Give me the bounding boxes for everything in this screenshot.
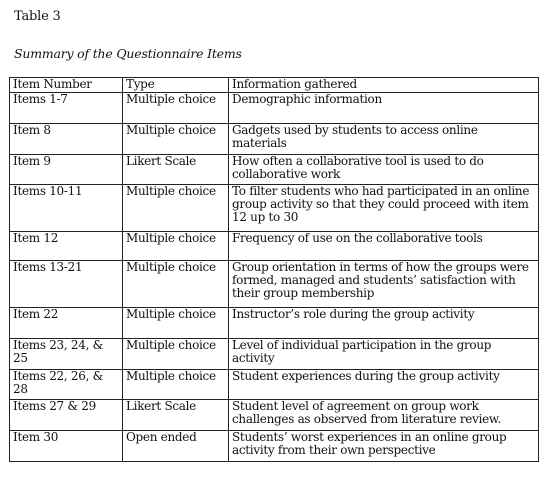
header-item-number: Item Number	[10, 78, 123, 93]
table-row	[10, 431, 539, 462]
item-number-cell: Item 9	[10, 155, 123, 185]
information-cell: Demographic information	[229, 93, 539, 124]
information-cell: Group orientation in terms of how the groups were formed, managed and students’ satisfaction with their group membership	[229, 261, 539, 308]
information-cell: Gadgets used by students to access online materials	[229, 124, 539, 155]
item-number-cell: Item 22	[10, 308, 123, 339]
item-number-cell: Item 8	[10, 124, 123, 155]
table-row	[10, 185, 539, 232]
type-cell: Open ended	[123, 431, 229, 462]
information-cell: Students’ worst experiences in an online group activity from their own perspective	[229, 431, 539, 462]
information-cell: Frequency of use on the collaborative tools	[229, 232, 539, 261]
table-row	[10, 400, 539, 431]
information-cell: Instructor’s role during the group activity	[229, 308, 539, 339]
type-cell: Multiple choice	[123, 370, 229, 400]
item-number-cell: Items 10-11	[10, 185, 123, 232]
item-number-cell: Items 13-21	[10, 261, 123, 308]
table-row	[10, 308, 539, 339]
item-number-cell: Items 1-7	[10, 93, 123, 124]
information-cell: Student experiences during the group activity	[229, 370, 539, 400]
item-number-cell: Items 22, 26, & 28	[10, 370, 123, 400]
table-caption: Summary of the Questionnaire Items	[14, 46, 242, 61]
information-cell: Student level of agreement on group work challenges as observed from literature review.	[229, 400, 539, 431]
type-cell: Multiple choice	[123, 185, 229, 232]
table-row	[10, 93, 539, 124]
table-row	[10, 370, 539, 400]
table-row	[10, 232, 539, 261]
table-label: Table 3	[14, 9, 61, 24]
type-cell: Multiple choice	[123, 308, 229, 339]
type-cell: Multiple choice	[123, 93, 229, 124]
table-header-row	[10, 78, 539, 93]
information-cell: How often a collaborative tool is used to do collaborative work	[229, 155, 539, 185]
type-cell: Multiple choice	[123, 232, 229, 261]
item-number-cell: Items 27 & 29	[10, 400, 123, 431]
information-cell: To filter students who had participated in an online group activity so that they could proceed with item 12 up to 30	[229, 185, 539, 232]
table-row	[10, 124, 539, 155]
table-row	[10, 261, 539, 308]
item-number-cell: Item 30	[10, 431, 123, 462]
type-cell: Likert Scale	[123, 155, 229, 185]
information-cell: Level of individual participation in the group activity	[229, 339, 539, 370]
type-cell: Likert Scale	[123, 400, 229, 431]
item-number-cell: Items 23, 24, & 25	[10, 339, 123, 370]
type-cell: Multiple choice	[123, 124, 229, 155]
type-cell: Multiple choice	[123, 339, 229, 370]
header-information-gathered: Information gathered	[229, 78, 539, 93]
item-number-cell: Item 12	[10, 232, 123, 261]
type-cell: Multiple choice	[123, 261, 229, 308]
table-row	[10, 339, 539, 370]
table-row	[10, 155, 539, 185]
questionnaire-items-table	[9, 77, 539, 462]
header-type: Type	[123, 78, 229, 93]
